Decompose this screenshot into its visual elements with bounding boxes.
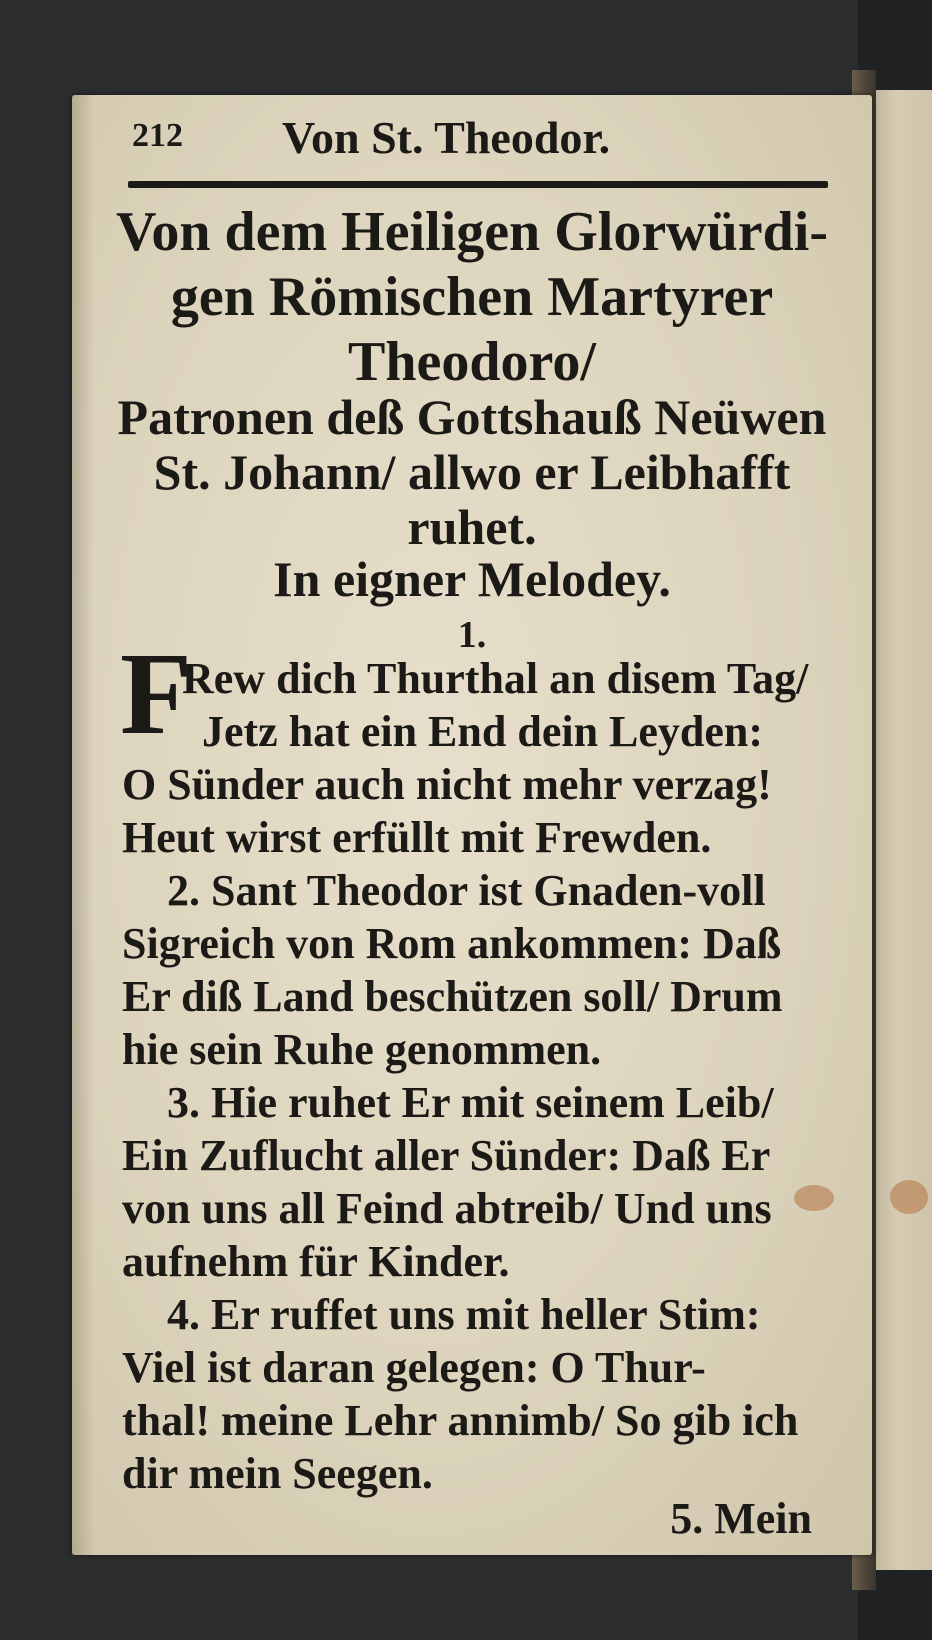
text-line: Er diß Land beschützen soll/ Drum bbox=[122, 972, 783, 1021]
verse-number: 1. bbox=[457, 614, 487, 656]
text-line: 2. Sant Theodor ist Gnaden-voll bbox=[167, 866, 766, 915]
text-line: Viel ist daran gelegen: O Thur- bbox=[122, 1343, 706, 1392]
text-line: aufnehm für Kinder. bbox=[122, 1237, 510, 1286]
drop-cap: F bbox=[120, 628, 193, 759]
catchword: 5. Mein bbox=[670, 1494, 812, 1543]
text-line: Heut wirst erfüllt mit Frewden. bbox=[122, 813, 712, 862]
text-line: 3. Hie ruhet Er mit seinem Leib/ bbox=[167, 1078, 774, 1127]
text-line: von uns all Feind abtreib/ Und uns bbox=[122, 1184, 772, 1233]
melody-note: In eigner Melodey. bbox=[273, 551, 671, 607]
text-line: thal! meine Lehr annimb/ So gib ich bbox=[122, 1396, 799, 1445]
header-rule bbox=[128, 181, 828, 188]
paper-stain bbox=[890, 1180, 928, 1214]
book-page bbox=[72, 95, 872, 1555]
text-line: Rew dich Thurthal an disem Tag/ bbox=[182, 654, 809, 703]
text-line: Sigreich von Rom ankommen: Daß bbox=[122, 919, 782, 968]
subtitle-line-3: ruhet. bbox=[407, 499, 537, 555]
paper-stain bbox=[794, 1185, 834, 1211]
text-line: O Sünder auch nicht mehr verzag! bbox=[122, 760, 772, 809]
subtitle-line-1: Patronen deß Gottshauß Neüwen bbox=[117, 389, 827, 445]
text-line: dir mein Seegen. bbox=[122, 1449, 433, 1498]
text-line: 4. Er ruffet uns mit heller Stim: bbox=[167, 1290, 761, 1339]
title-line-2: gen Römischen Martyrer bbox=[170, 266, 774, 328]
adjacent-page-edge bbox=[870, 90, 932, 1570]
title-line-3: Theodoro/ bbox=[348, 331, 596, 393]
title-line-1: Von dem Heiligen Glorwürdi- bbox=[116, 201, 828, 263]
subtitle-line-2: St. Johann/ allwo er Leibhafft bbox=[153, 444, 791, 500]
text-line: Ein Zuflucht aller Sünder: Daß Er bbox=[122, 1131, 771, 1180]
text-line: hie sein Ruhe genommen. bbox=[122, 1025, 602, 1074]
text-line: Jetz hat ein End dein Leyden: bbox=[202, 707, 764, 756]
running-title: Von St. Theodor. bbox=[282, 112, 611, 163]
page-number: 212 bbox=[132, 117, 183, 154]
